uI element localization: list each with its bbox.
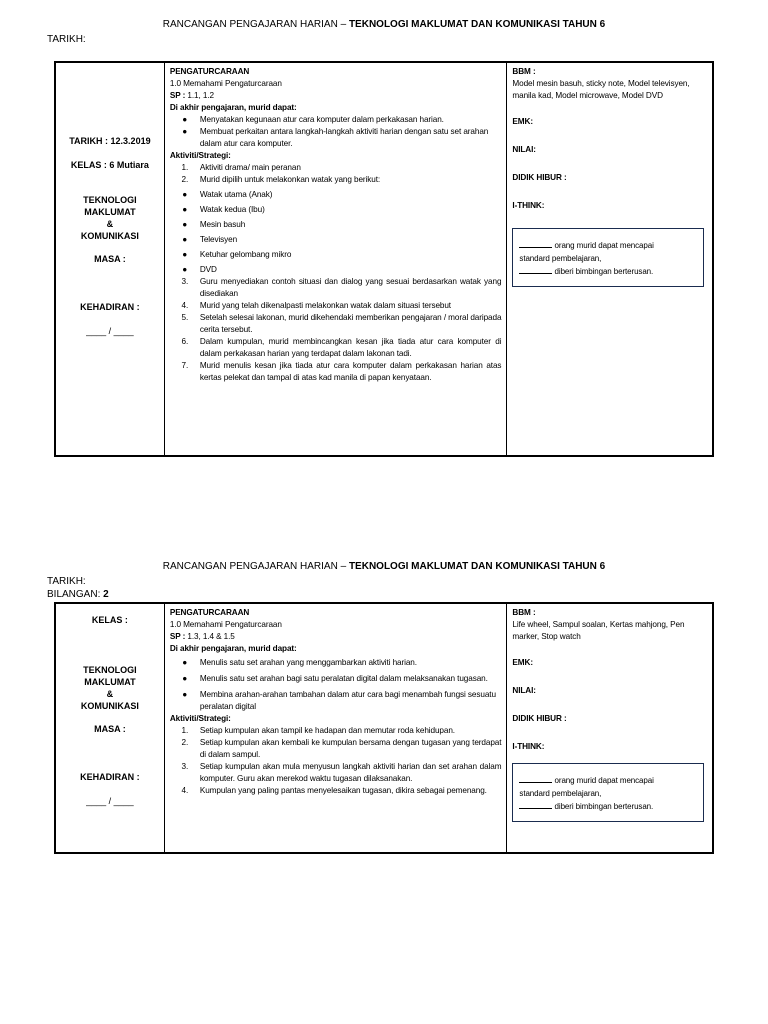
bbm-text: Life wheel, Sampul soalan, Kertas mahjong, Pen marker, Stop watch [512,620,685,641]
topic-title: PENGATURCARAAN [169,67,250,76]
activity-item: ● DVD [182,265,217,274]
details-column [55,62,164,456]
objective-heading: Di akhir pengajaran, murid dapat: [169,103,297,112]
bbm-label: BBM : [512,67,536,76]
activity-item: 3. Guru menyediakan contoh situasi dan dialog yang sesuai berdasarkan watak yang disediakan [181,277,502,298]
class-label: KELAS : 6 Mutiara [70,160,149,170]
achievement-box: orang murid dapat mencapai standard pembelajaran, diberi bimbingan berterusan. [512,228,704,287]
activity-item: 3. Setiap kumpulan akan mula menyusun langkah aktiviti harian dan set arahan dalam komputer. Guru akan merekod waktu tugasan dilaksanakan. [181,762,502,783]
nilai-label: NILAI: [512,686,536,695]
attendance-label: KEHADIRAN : [80,302,140,312]
lesson-plan-table [54,602,714,854]
activity-item: ● Ketuhar gelombang mikro [182,250,292,259]
objective-item: ● Menyatakan kegunaan atur cara komputer dalam perkakasan harian. [182,115,444,124]
heading-subject: TEKNOLOGI MAKLUMAT DAN KOMUNIKASI TAHUN 6 [348,561,606,572]
content-column [164,62,507,456]
objective-item: ● Membuat perkaitan antara langkah-langkah aktiviti harian dengan satu set arahan dalam atur cara komputer. [182,127,489,148]
meta-tarikh: TARIKH: [47,576,86,587]
activity-heading: Aktiviti/Strategi: [169,151,231,160]
heading-prefix: RANCANGAN PENGAJARAN HARIAN – [162,561,349,572]
bbm-text: Model mesin basuh, sticky note, Model televisyen, manila kad, Model microwave, Model DVD [512,79,690,100]
time-label: MASA : [94,254,126,264]
sp-value: 1.3, 1.4 & 1.5 [185,632,235,641]
activity-item: ● Mesin basuh [182,220,246,229]
details-column [55,603,164,853]
heading-subject: TEKNOLOGI MAKLUMAT DAN KOMUNIKASI TAHUN 6 [348,19,606,30]
attendance-blank: ____ / ____ [86,796,134,806]
page-heading [0,19,768,30]
activity-item: ● Watak kedua (Ibu) [182,205,265,214]
activity-item: 4. Murid yang telah dikenalpasti melakonkan watak dalam situasi tersebut [181,301,451,310]
objective-heading: Di akhir pengajaran, murid dapat: [169,644,297,653]
objective-item: ● Menulis satu set arahan bagi satu peralatan digital dalam melaksanakan tugasan. [182,674,488,683]
meta-bilangan: BILANGAN: 2 [47,589,109,600]
activity-item: ● Watak utama (Anak) [182,190,273,199]
objective-item: ● Menulis satu set arahan yang menggambarkan aktiviti harian. [182,658,417,667]
emk-label: EMK: [512,658,533,667]
meta-tarikh: TARIKH: [47,34,86,45]
i-think-label: I-THINK: [512,742,545,751]
activity-item: 6. Dalam kumpulan, murid membincangkan kesan jika tiada atur cara komputer di dalam perkakasan harian yang terdapat dalam lakonan tadi. [181,337,502,358]
content-standard: 1.0 Memahami Pengaturcaraan [169,620,282,629]
subject-line: TEKNOLOGI [83,665,137,675]
subject-line: TEKNOLOGI [83,195,137,205]
activity-item: 7. Murid menulis kesan jika tiada atur cara komputer dalam perkakasan harian atas kertas pelekat dan tampal di atas kad manila di papan kenyataan. [181,361,502,382]
activity-item: 2. Murid dipilih untuk melakonkan watak yang berikut: [181,175,381,184]
subject-line: MAKLUMAT [84,207,136,217]
emk-label: EMK: [512,117,533,126]
sp-label: SP : [169,91,186,100]
activity-item: 1. Aktiviti drama/ main peranan [181,163,301,172]
resources-column [507,62,713,456]
class-label: KELAS : [91,615,128,625]
heading-prefix: RANCANGAN PENGAJARAN HARIAN – [162,19,349,30]
sp-label: SP : [169,632,186,641]
subject-line: KOMUNIKASI [80,231,139,241]
activity-item: 4. Kumpulan yang paling pantas menyelesaikan tugasan, dikira sebagai pemenang. [181,786,487,795]
activity-item: 5. Setelah selesai lakonan, murid dikehendaki memberikan pengajaran / moral daripada cerita tersebut. [181,313,502,334]
activity-item: 1. Setiap kumpulan akan tampil ke hadapan dan memutar roda kehidupan. [181,726,455,735]
learning-standard [170,631,502,643]
content-column [164,603,507,853]
nilai-label: NILAI: [512,145,536,154]
meta-block [47,575,109,601]
subject-line: & [106,689,114,699]
subject-line: & [106,219,114,229]
activity-item: 2. Setiap kumpulan akan kembali ke kumpulan bersama dengan tugasan yang terdapat di dalam sampul. [181,738,502,759]
bbm-label: BBM : [512,608,536,617]
objective-item: ● Membina arahan-arahan tambahan dalam atur cara bagi menambah fungsi sesuatu peralatan digital [182,690,496,711]
sp-value: 1.1, 1.2 [185,91,214,100]
lesson-plan-table [54,61,714,457]
i-think-label: I-THINK: [512,201,545,210]
achievement-box: orang murid dapat mencapai standard pembelajaran, diberi bimbingan berterusan. [512,763,704,822]
date-label: TARIKH : 12.3.2019 [69,136,151,146]
subject-line: KOMUNIKASI [80,701,139,711]
attendance-blank: ____ / ____ [86,326,134,336]
page-heading [0,561,768,572]
didik-hibur-label: DIDIK HIBUR : [512,173,567,182]
meta-block [47,33,86,46]
subject-line: MAKLUMAT [84,677,136,687]
activity-item: ● Televisyen [182,235,238,244]
topic-title: PENGATURCARAAN [169,608,250,617]
activity-heading: Aktiviti/Strategi: [169,714,231,723]
time-label: MASA : [94,724,126,734]
didik-hibur-label: DIDIK HIBUR : [512,714,567,723]
resources-column [507,603,713,853]
content-standard: 1.0 Memahami Pengaturcaraan [169,79,282,88]
learning-standard [170,90,502,102]
attendance-label: KEHADIRAN : [80,772,140,782]
